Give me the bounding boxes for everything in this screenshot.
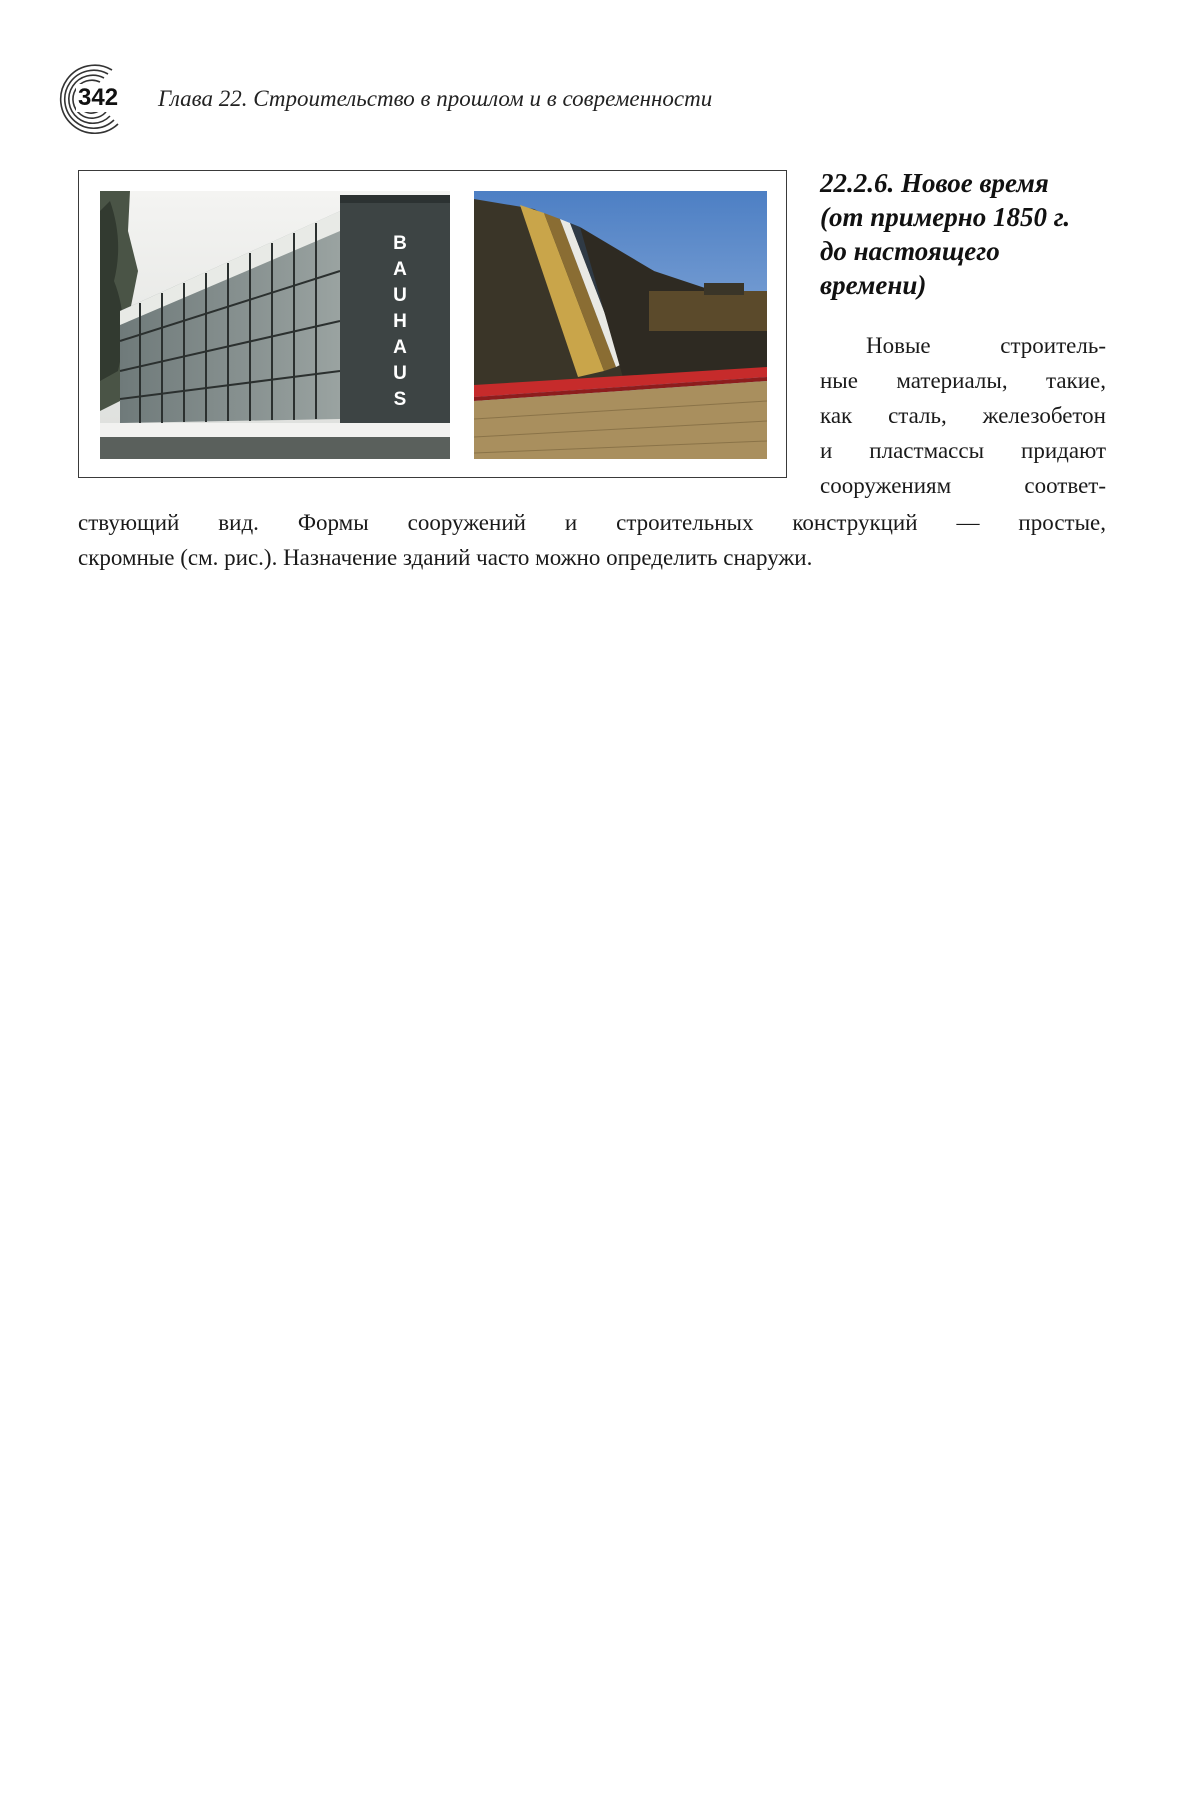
text-line: скромные (см. рис.). Назначение зданий часто можно определить снаружи. <box>78 545 813 570</box>
page-header <box>48 60 1148 140</box>
running-head: Глава 22. Строительство в прошлом и в современности <box>158 86 713 111</box>
text-line: ствующий вид. Формы сооружений и строительных конструкций — простые, <box>78 510 1106 535</box>
section-title-line: времени) <box>820 270 927 300</box>
section-title-line: до настоящего <box>820 236 1000 266</box>
figure-frame <box>78 170 787 478</box>
section-title-line: (от примерно 1850 г. <box>820 202 1071 232</box>
text-line: и пластмассы придают <box>820 438 1106 463</box>
body-paragraph-narrow <box>820 328 1106 503</box>
text-line: сооружениям соответ- <box>820 473 1106 498</box>
text-line: Новые строитель- <box>866 333 1106 358</box>
bauhaus-sign: BAUHAUS <box>393 233 407 410</box>
section-title <box>820 166 1120 302</box>
page-number-badge <box>48 60 128 140</box>
modern-building-photo <box>474 191 767 459</box>
section-title-line: 22.2.6. Новое время <box>820 168 1049 198</box>
text-line: ные материалы, такие, <box>820 368 1106 393</box>
body-paragraph-wide <box>78 505 1106 575</box>
text-line: как сталь, железобетон <box>820 403 1106 428</box>
page-number: 342 <box>78 84 119 111</box>
bauhaus-photo <box>100 191 450 459</box>
